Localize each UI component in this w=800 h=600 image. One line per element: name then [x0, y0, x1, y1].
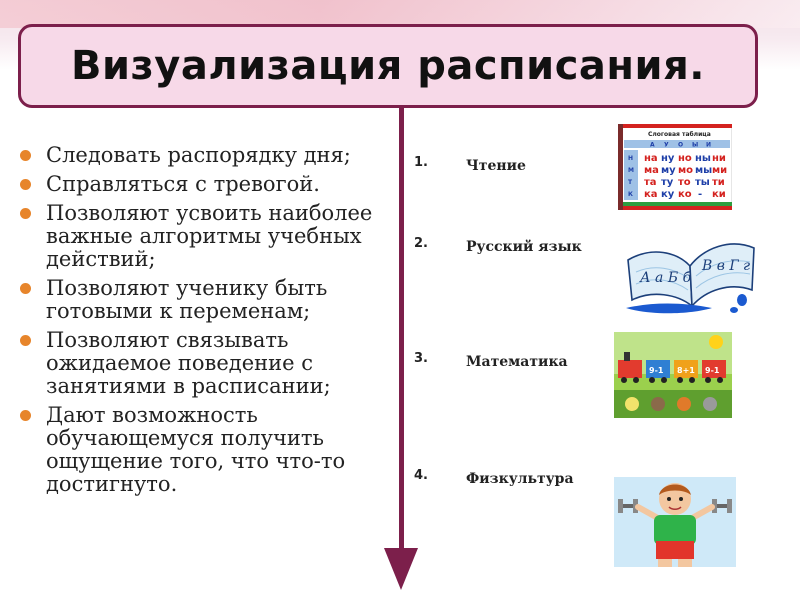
syllable-cell: ми [712, 165, 728, 176]
bullet-text: Позволяют ученику быть готовыми к переменам; [46, 276, 328, 323]
timeline-arrow-shaft [399, 108, 404, 560]
bullet-dot-icon [20, 179, 31, 190]
schedule-item-number: 3. [414, 351, 428, 366]
syllable-cell: та [644, 177, 657, 188]
syllable-table-icon [618, 124, 732, 210]
timeline-arrow-head [384, 548, 418, 590]
syllable-cell: но [678, 153, 692, 164]
syllable-cell: - [698, 189, 703, 200]
bullet-item [16, 202, 392, 271]
bullet-text: Позволяют связывать ожидаемое поведение с занятиями в расписании; [46, 328, 331, 398]
schedule-item-number: 1. [414, 155, 428, 170]
bullet-dot-icon [20, 208, 31, 219]
bullet-dot-icon [20, 150, 31, 161]
schedule-item-label: Чтение [466, 158, 526, 174]
syllable-cell: ны [695, 153, 711, 164]
schedule-item-label: Математика [466, 354, 568, 370]
copybook-right-letters: В в Г г [702, 258, 751, 274]
vowel-header: И [706, 141, 712, 149]
title-box [18, 24, 758, 108]
consonant-header: Т [628, 179, 633, 186]
consonant-header: К [628, 191, 633, 198]
train-car-label: 9-1 [705, 366, 720, 375]
vowel-header: У [664, 141, 669, 149]
syllable-cell: ки [712, 189, 726, 200]
bullet-item [16, 144, 392, 167]
syllable-cell: му [661, 165, 676, 176]
syllable-cell: ту [661, 177, 674, 188]
vowel-header: А [650, 141, 655, 149]
bullet-item [16, 404, 392, 496]
syllable-cell: мы [695, 165, 713, 176]
train-car-label: 9-1 [649, 366, 664, 375]
syllable-cell: ма [644, 165, 659, 176]
syllable-cell: ко [678, 189, 692, 200]
schedule-item-number: 2. [414, 236, 428, 251]
bullet-list [16, 144, 392, 502]
syllable-cell: ты [695, 177, 710, 188]
train-car-label: 8+1 [677, 366, 695, 375]
vowel-header: О [678, 141, 684, 149]
bullet-text: Дают возможность обучающемуся получить ощущение того, что что-то достигнуто. [46, 403, 346, 496]
syllable-cell: то [678, 177, 691, 188]
syllable-cell: ку [661, 189, 675, 200]
syllable-cell: ка [644, 189, 658, 200]
bullet-text: Позволяют усвоить наиболее важные алгоритмы учебных действий; [46, 201, 373, 271]
syllable-cell: на [644, 153, 658, 164]
bullet-text: Следовать распорядку дня; [46, 143, 351, 167]
consonant-header: Н [628, 155, 634, 162]
schedule-item-number: 4. [414, 468, 428, 483]
schedule-item-label: Физкультура [466, 471, 574, 487]
bullet-item [16, 329, 392, 398]
bullet-text: Справляться с тревогой. [46, 172, 320, 196]
bullet-item [16, 173, 392, 196]
bullet-dot-icon [20, 283, 31, 294]
slide-title: Визуализация расписания. [71, 43, 705, 89]
vowel-header: Ы [692, 141, 699, 149]
syllable-cell: ну [661, 153, 675, 164]
open-copybook-icon [622, 228, 762, 320]
bullet-dot-icon [20, 410, 31, 421]
syllable-cell: ни [712, 153, 726, 164]
bullet-item [16, 277, 392, 323]
bullet-dot-icon [20, 335, 31, 346]
schedule-item-label: Русский язык [466, 239, 582, 255]
boy-dumbbells-icon [614, 477, 736, 567]
syllable-table-heading: Слоговая таблица [648, 131, 711, 138]
consonant-header: М [628, 167, 634, 174]
syllable-cell: ти [712, 177, 725, 188]
copybook-left-letters: А а Б б [640, 270, 692, 286]
syllable-cell: мо [678, 165, 694, 176]
math-train-icon [614, 332, 732, 418]
schedule-list [414, 0, 594, 600]
